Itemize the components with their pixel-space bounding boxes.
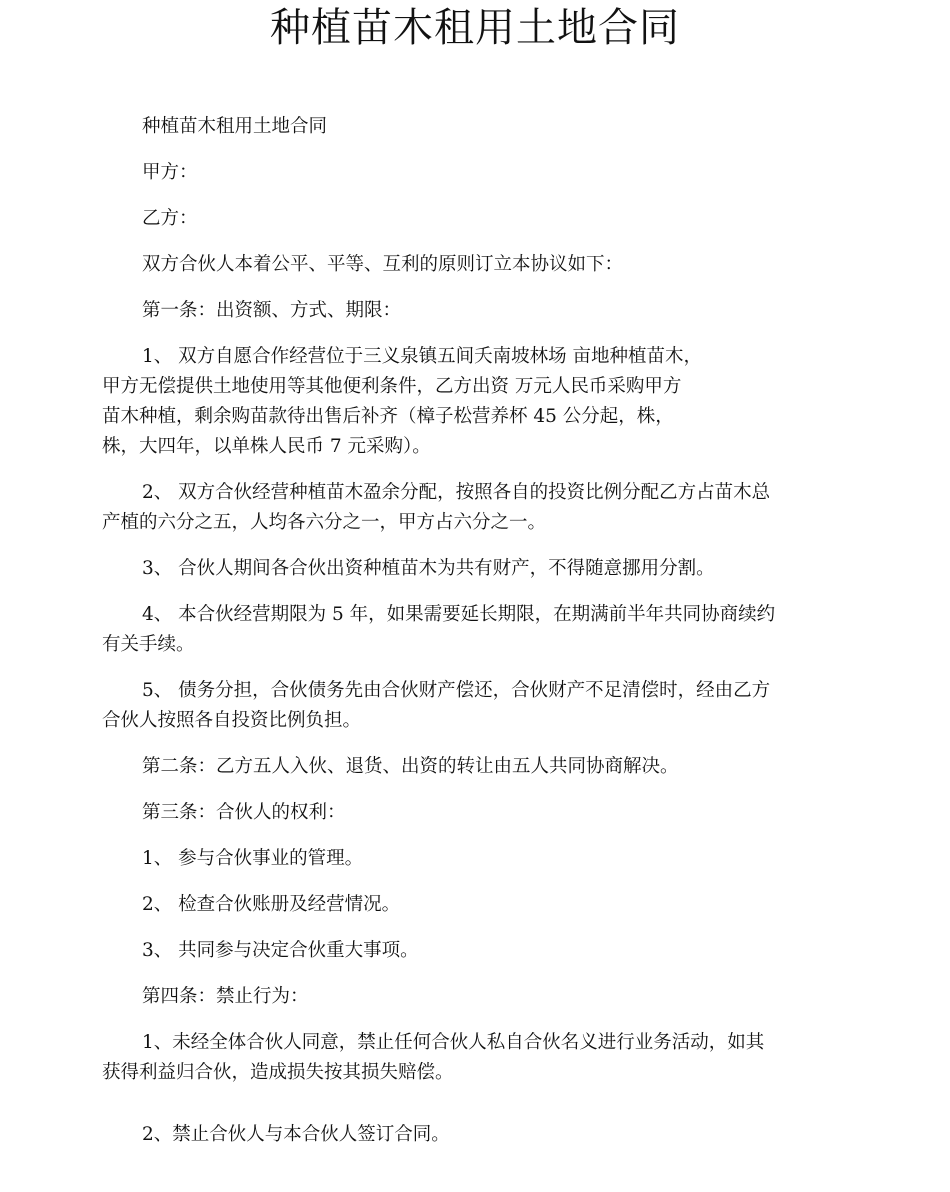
- text-line: 获得利益归合伙，造成损失按其损失赔偿。: [102, 1062, 454, 1083]
- article-3-heading: 第三条：合伙人的权利：: [142, 802, 346, 823]
- text-line: 株，大四年，以单株人民币 7 元采购）。: [102, 436, 431, 457]
- article-1-item-1: [102, 342, 848, 462]
- article-3-item-2: 2、 检查合伙账册及经营情况。: [142, 894, 401, 915]
- document-body: [102, 112, 848, 1166]
- party-a-field: 甲方：: [142, 162, 198, 183]
- article-3-item-3: 3、 共同参与决定合伙重大事项。: [142, 940, 419, 961]
- paragraph-heading: 种植苗木租用土地合同: [142, 116, 328, 137]
- article-1-item-2: [102, 478, 848, 538]
- article-1-item-5: [102, 676, 848, 736]
- text-line: 甲方无偿提供土地使用等其他便利条件，乙方出资 万元人民币采购甲方: [102, 376, 682, 397]
- text-line: 有关手续。: [102, 634, 195, 655]
- article-1-item-3: 3、 合伙人期间各合伙出资种植苗木为共有财产，不得随意挪用分割。: [142, 558, 715, 579]
- article-4-heading: 第四条：禁止行为：: [142, 986, 309, 1007]
- text-line: 产植的六分之五，人均各六分之一，甲方占六分之一。: [102, 512, 547, 533]
- paragraph-preamble: 双方合伙人本着公平、平等、互利的原则订立本协议如下：: [142, 254, 624, 275]
- text-line: 1、未经全体合伙人同意，禁止任何合伙人私自合伙名义进行业务活动，如其: [142, 1032, 765, 1053]
- document-title: 种植苗木租用土地合同: [270, 5, 680, 51]
- party-b-field: 乙方：: [142, 208, 198, 229]
- text-line: 2、 双方合伙经营种植苗木盈余分配，按照各自的投资比例分配乙方占苗木总: [142, 482, 771, 503]
- article-1-heading: 第一条：出资额、方式、期限：: [142, 300, 402, 321]
- article-4-item-2: 2、禁止合伙人与本合伙人签订合同。: [142, 1124, 450, 1145]
- text-line: 5、 债务分担，合伙债务先由合伙财产偿还，合伙财产不足清偿时，经由乙方: [142, 680, 771, 701]
- text-line: 苗木种植，剩余购苗款待出售后补齐（樟子松营养杯 45 公分起，株，: [102, 406, 674, 427]
- text-line: 1、 双方自愿合作经营位于三义泉镇五间夭南坡林场 亩地种植苗木，: [142, 346, 703, 367]
- text-line: 合伙人按照各自投资比例负担。: [102, 710, 362, 731]
- article-4-item-1: [102, 1028, 848, 1088]
- article-3-item-1: 1、 参与合伙事业的管理。: [142, 848, 364, 869]
- text-line: 4、 本合伙经营期限为 5 年，如果需要延长期限，在期满前半年共同协商续约: [142, 604, 776, 625]
- article-1-item-4: [102, 600, 848, 660]
- article-2: 第二条：乙方五人入伙、退货、出资的转让由五人共同协商解决。: [142, 756, 679, 777]
